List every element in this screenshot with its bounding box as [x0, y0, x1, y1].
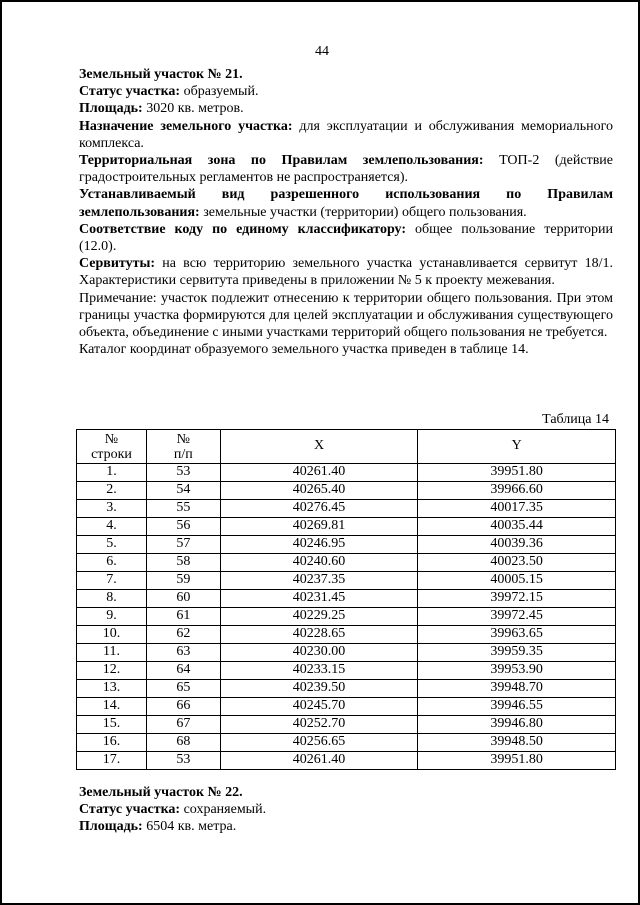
- zone-value: ТОП-2 (действие градостроительных регламентов не распространяется).: [79, 153, 614, 186]
- plot-22-title: Земельный участок № 22.: [79, 785, 243, 800]
- plot-21-permitted-use: [79, 186, 613, 220]
- x-cell: 40246.95: [220, 536, 418, 554]
- y-cell: 40017.35: [418, 500, 616, 518]
- row-number-cell: 7.: [77, 572, 147, 590]
- point-number-cell: 54: [146, 482, 220, 500]
- table-row: [77, 626, 616, 644]
- use-label: Устанавливаемый вид разрешенного использования по Правилам землепользования:: [79, 187, 613, 220]
- area-label: Площадь:: [79, 101, 143, 117]
- plot-21-purpose: [79, 118, 613, 152]
- x-cell: 40245.70: [220, 698, 418, 716]
- point-number-cell: 57: [146, 536, 220, 554]
- point-number-cell: 63: [146, 644, 220, 662]
- servitude-label: Сервитуты:: [79, 256, 156, 272]
- plot-21-catalog: Каталог координат образуемого земельного участка приведен в таблице 14.: [79, 342, 529, 358]
- y-cell: 39948.50: [418, 734, 616, 752]
- plot-21-section: [79, 66, 613, 358]
- point-number-cell: 53: [146, 752, 220, 770]
- point-number-cell: 53: [146, 464, 220, 482]
- point-number-cell: 67: [146, 716, 220, 734]
- table-row: [77, 680, 616, 698]
- y-cell: 39946.80: [418, 716, 616, 734]
- point-number-cell: 65: [146, 680, 220, 698]
- use-value: земельные участки (территории) общего пользования.: [199, 204, 527, 220]
- table-row: [77, 644, 616, 662]
- header-point-number: № п/п: [146, 430, 220, 464]
- plot-21-title: Земельный участок № 21.: [79, 67, 243, 82]
- x-cell: 40261.40: [220, 464, 418, 482]
- row-number-cell: 16.: [77, 734, 147, 752]
- area-value: 6504 кв. метра.: [142, 819, 237, 835]
- row-number-cell: 5.: [77, 536, 147, 554]
- plot-21-zone: [79, 152, 613, 186]
- plot-21-status: [79, 83, 613, 100]
- code-label: Соответствие коду по единому классификатору:: [79, 221, 407, 237]
- plot-21-area: [79, 100, 613, 117]
- row-number-cell: 6.: [77, 554, 147, 572]
- table-header-row: [77, 430, 616, 464]
- point-number-cell: 64: [146, 662, 220, 680]
- status-value: сохраняемый.: [180, 802, 267, 818]
- plot-21-classifier-code: [79, 221, 613, 255]
- table-row: [77, 662, 616, 680]
- point-number-cell: 66: [146, 698, 220, 716]
- table-row: [77, 698, 616, 716]
- y-cell: 40005.15: [418, 572, 616, 590]
- x-cell: 40269.81: [220, 518, 418, 536]
- row-number-cell: 2.: [77, 482, 147, 500]
- purpose-value: для эксплуатации и обслуживания мемориального комплекса.: [79, 118, 613, 151]
- x-cell: 40229.25: [220, 608, 418, 626]
- x-cell: 40228.65: [220, 626, 418, 644]
- table-row: [77, 500, 616, 518]
- page-number: 44: [315, 44, 329, 59]
- row-number-cell: 13.: [77, 680, 147, 698]
- zone-label: Территориальная зона по Правилам землепользования:: [79, 153, 484, 169]
- row-number-cell: 10.: [77, 626, 147, 644]
- table-row: [77, 464, 616, 482]
- table-caption: Таблица 14: [542, 412, 609, 427]
- x-cell: 40237.35: [220, 572, 418, 590]
- plot-22-area: [79, 818, 613, 835]
- x-cell: 40265.40: [220, 482, 418, 500]
- y-cell: 39963.65: [418, 626, 616, 644]
- table-row: [77, 554, 616, 572]
- y-cell: 39946.55: [418, 698, 616, 716]
- row-number-cell: 11.: [77, 644, 147, 662]
- point-number-cell: 59: [146, 572, 220, 590]
- plot-21-servitude: [79, 255, 613, 289]
- table-row: [77, 572, 616, 590]
- code-value: общее пользование территории (12.0).: [79, 221, 613, 255]
- table-row: [77, 518, 616, 536]
- x-cell: 40230.00: [220, 644, 418, 662]
- x-cell: 40276.45: [220, 500, 418, 518]
- header-x: X: [220, 430, 418, 464]
- point-number-cell: 62: [146, 626, 220, 644]
- x-cell: 40240.60: [220, 554, 418, 572]
- point-number-cell: 68: [146, 734, 220, 752]
- table-row: [77, 590, 616, 608]
- y-cell: 39951.80: [418, 464, 616, 482]
- plot-22-section: [79, 784, 613, 836]
- x-cell: 40233.15: [220, 662, 418, 680]
- coordinates-table: [76, 429, 616, 770]
- status-label: Статус участка:: [79, 84, 181, 100]
- point-number-cell: 58: [146, 554, 220, 572]
- y-cell: 39953.90: [418, 662, 616, 680]
- purpose-label: Назначение земельного участка:: [79, 118, 293, 134]
- table-row: [77, 536, 616, 554]
- header-y: Y: [418, 430, 616, 464]
- y-cell: 40039.36: [418, 536, 616, 554]
- row-number-cell: 8.: [77, 590, 147, 608]
- row-number-cell: 12.: [77, 662, 147, 680]
- y-cell: 39948.70: [418, 680, 616, 698]
- row-number-cell: 9.: [77, 608, 147, 626]
- status-value: образуемый.: [180, 84, 259, 100]
- table-row: [77, 482, 616, 500]
- table-row: [77, 608, 616, 626]
- y-cell: 39959.35: [418, 644, 616, 662]
- y-cell: 39972.15: [418, 590, 616, 608]
- status-label: Статус участка:: [79, 802, 181, 818]
- y-cell: 39951.80: [418, 752, 616, 770]
- y-cell: 39966.60: [418, 482, 616, 500]
- area-value: 3020 кв. метров.: [142, 101, 244, 117]
- area-label: Площадь:: [79, 819, 143, 835]
- x-cell: 40256.65: [220, 734, 418, 752]
- point-number-cell: 60: [146, 590, 220, 608]
- table-row: [77, 734, 616, 752]
- servitude-value: на всю территорию земельного участка устанавливается сервитут 18/1. Характеристики сервитута приведены в приложении № 5 к проекту межевания.: [79, 256, 613, 289]
- x-cell: 40261.40: [220, 752, 418, 770]
- point-number-cell: 55: [146, 500, 220, 518]
- row-number-cell: 17.: [77, 752, 147, 770]
- table-row: [77, 752, 616, 770]
- x-cell: 40252.70: [220, 716, 418, 734]
- row-number-cell: 4.: [77, 518, 147, 536]
- row-number-cell: 3.: [77, 500, 147, 518]
- row-number-cell: 1.: [77, 464, 147, 482]
- table-row: [77, 716, 616, 734]
- row-number-cell: 14.: [77, 698, 147, 716]
- plot-22-status: [79, 801, 613, 818]
- y-cell: 40023.50: [418, 554, 616, 572]
- header-row-number: № строки: [77, 430, 147, 464]
- point-number-cell: 56: [146, 518, 220, 536]
- point-number-cell: 61: [146, 608, 220, 626]
- y-cell: 40035.44: [418, 518, 616, 536]
- x-cell: 40239.50: [220, 680, 418, 698]
- y-cell: 39972.45: [418, 608, 616, 626]
- x-cell: 40231.45: [220, 590, 418, 608]
- plot-21-note: Примечание: участок подлежит отнесению к территории общего пользования. При этом границы участка формируются для целей эксплуатации и обслуживания существующего объекта, объединение с иными участками территорий общего пользования не требуется.: [79, 290, 613, 341]
- row-number-cell: 15.: [77, 716, 147, 734]
